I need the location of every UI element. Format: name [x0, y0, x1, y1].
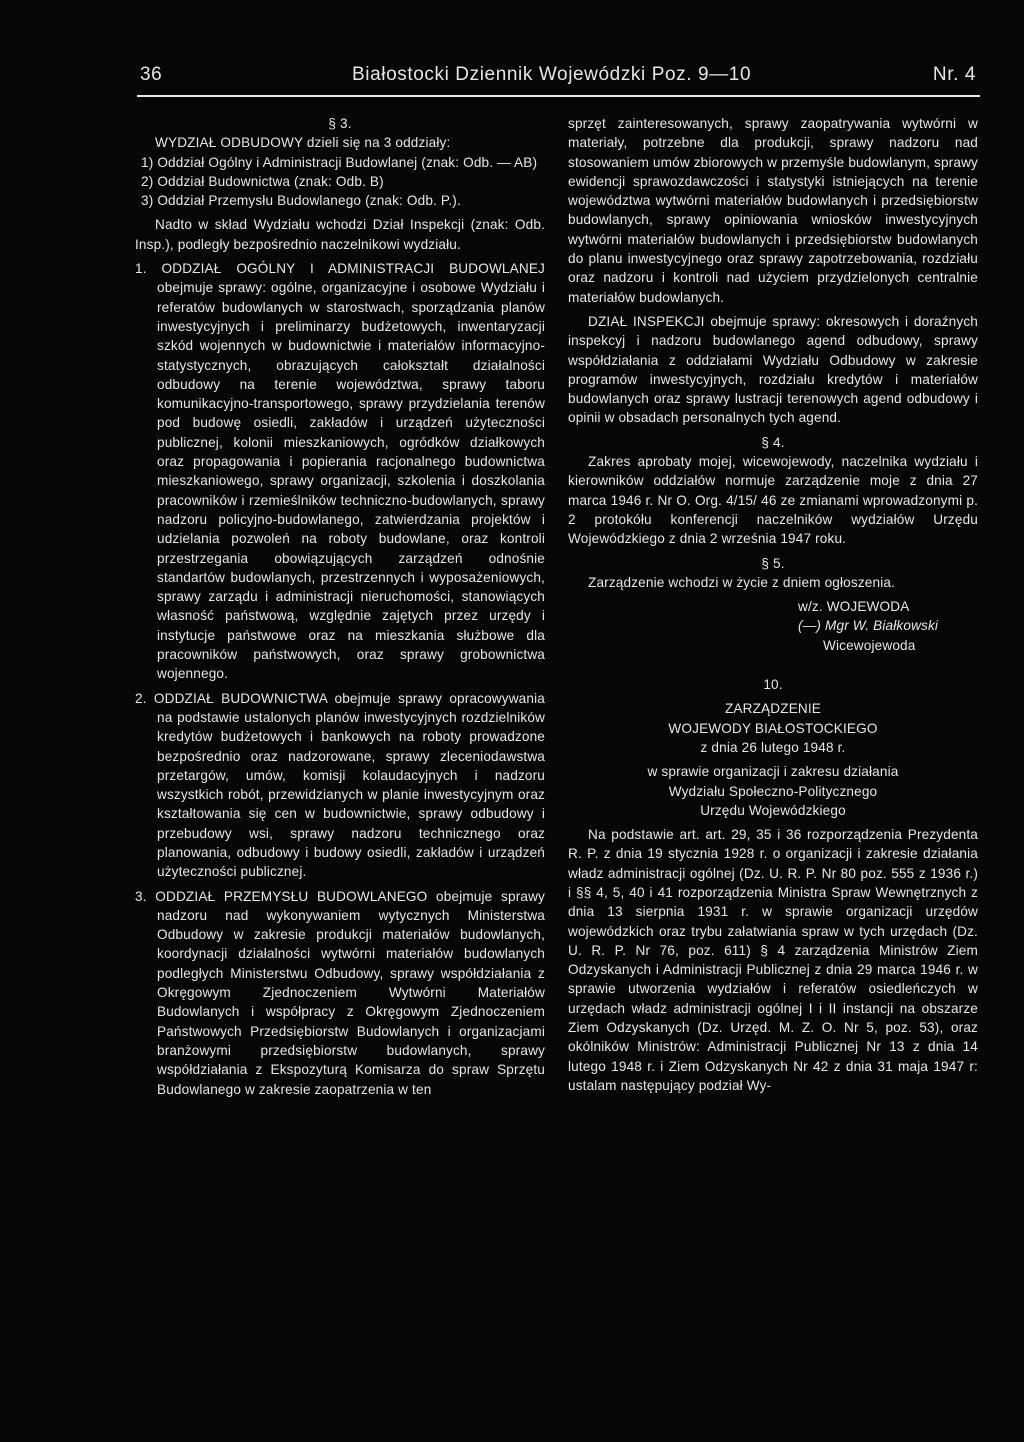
section-4-paragraph: Zakres aprobaty mojej, wicewojewody, naczelnika wydziału i kierowników oddziałów normuje zarządzenie moje z dnia 27 marca 1946 r. Nr O. Org. 4/15/ 46 ze zmianami wprowadzonymi p. 2 protokółu konferencji naczelników wydziałów Urzędu Wojewódzkiego z dnia 2 września 1947 roku.: [568, 454, 978, 547]
signature-name: (—) Mgr W. Białkowski: [798, 618, 939, 634]
subdivision-1: 1) Oddział Ogólny i Administracji Budowlanej (znak: Odb. — AB): [141, 154, 538, 170]
left-column: [135, 114, 545, 1099]
page-number: 36: [140, 64, 163, 85]
subdivision-2: 2) Oddział Budownictwa (znak: Odb. B): [141, 173, 384, 189]
continuation-paragraph: sprzęt zainteresowanych, sprawy zaopatrywania wytwórni w materiały, potrzebne dla produkcji, sprawy nadzoru nad stosowaniem umów zbiorowych w przemyśle budowlanym, sprawy ewidencji sprawozdawczości i statystyki istniejących na terenie województwa wytwórni materiałów budowlanych i przedsiębiorstw budowlanych, sprawy opiniowania wniosków inwestycyjnych wytwórni materiałów budowlanych i przedsiębiorstw budowlanych do planu inwestycyjnego oraz sprawy zapotrzebowania, rozdziału oraz nadzoru i kontroli nad użyciem przydzielonych centralnie materiałów budowlanych.: [568, 116, 978, 305]
journal-title: Białostocki Dziennik Wojewódzki Poz. 9—10: [352, 64, 752, 85]
page-header: [140, 64, 978, 90]
item-2-oddzial-budownictwa: 2. ODDZIAŁ BUDOWNICTWA obejmuje sprawy opracowywania na podstawie ustalonych planów inwestycyjnych rozdzielników kredytów budżetowych i bankowych na roboty prowadzone bezpośrednio oraz nadzorowane, sprawy zleceniodawstwa przetargów, umów, komisji kolaudacyjnych i nadzoru wszystkich robót, przewidzianych w planie inwestycyjnym oraz kształtowania się cen w budownictwie, sprawy odbudowy i przebudowy wsi, sprawy nadzoru technicznego oraz planowania, odbudowy i budowy osiedli, zakładów i urządzeń użyteczności publicznej.: [135, 690, 545, 880]
wydzial-intro: WYDZIAŁ ODBUDOWY dzieli się na 3 oddziały:: [155, 135, 451, 151]
right-column: [568, 114, 978, 1095]
zarzadzenie-subject-line-2: Wydziału Społeczno-Politycznego: [668, 783, 878, 799]
signature-wz: w/z. WOJEWODA: [798, 599, 910, 615]
section-4-heading: § 4.: [761, 434, 785, 450]
section-5-heading: § 5.: [761, 555, 785, 571]
section-5-paragraph: Zarządzenie wchodzi w życie z dniem ogłoszenia.: [588, 574, 896, 590]
zarzadzenie-body: Na podstawie art. art. 29, 35 i 36 rozporządzenia Prezydenta R. P. z dnia 19 stycznia 1928 r. o organizacji i zakresie działania władz administracji ogólnej (Dz. U. R. P. Nr 80 poz. 555 z 1936 r.) i §§ 4, 5, 40 i 41 rozporządzenia Ministra Spraw Wewnętrznych z dnia 13 sierpnia 1931 r. w sprawie organizacji urzędów wojewódzkich oraz trybu załatwiania spraw w tych urzędach (Dz. U. R. P. Nr 76, poz. 611) § 4 zarządzenia Ministrów Ziem Odzyskanych i Administracji Publicznej z dnia 29 marca 1946 r. w sprawie utworzenia wydziałów i referatów osiedleńczych w urzędach władz administracji ogólnej I i II instancji na obszarze Ziem Odzyskanych (Dz. Urzęd. M. Z. O. Nr 5, poz. 53), oraz okólników Ministrów: Administracji Publicznej Nr 13 z dnia 14 lutego 1948 r. i Ziem Odzyskanych Nr 42 z dnia 31 maja 1947 r: ustalam następujący podział Wy-: [568, 827, 978, 1093]
signature-role: Wicewojewoda: [823, 637, 916, 653]
header-rule: [137, 95, 980, 97]
section-3-heading: § 3.: [328, 116, 352, 131]
zarzadzenie-subject-line-1: w sprawie organizacji i zakresu działania: [647, 764, 899, 780]
item-3-oddzial-przemyslu: 3. ODDZIAŁ PRZEMYSŁU BUDOWLANEGO obejmuje sprawy nadzoru nad wykonywaniem wytycznych Ministerstwa Odbudowy w zakresie produkcji materiałów budowlanych, koordynacji działalności wytwórni materiałów budowlanych podległych Ministerstwu Odbudowy, sprawy współdziałania z Okręgowym Zjednoczeniem Wytwórni Materiałów Budowlanych i współpracy z Okręgowym Zjednoczeniem Państwowych Przedsiębiorstw Budowlanych i organizacjami branżowymi przedsiębiorstw budowlanych, sprawy współdziałania z Ekspozyturą Komisarza do spraw Sprzętu Budowlanego w zakresie zaopatrzenia w ten: [135, 888, 545, 1097]
issue-number: Nr. 4: [932, 64, 976, 85]
item-1-oddzial-ogolny: 1. ODDZIAŁ OGÓLNY I ADMINISTRACJI BUDOWLANEJ obejmuje sprawy: ogólne, organizacyjne i osobowe Wydziału i referatów budowlanych w starostwach, sporządzania planów inwestycyjnych i preliminarzy budżetowych, inwentaryzacji szkód wojennych w budownictwie i materiałów informacyjno-statystycznych, obrazujących całokształt działalności odbudowy na terenie województwa, sprawy taboru komunikacyjno-transportowego, sprawy przydzielania terenów pod budowę osiedli, zakładów i urządzeń użyteczności publicznej, kolonii mieszkaniowych, ogródków działkowych oraz propagowania i popierania racjonalnego budownictwa mieszkaniowego, sprawy organizacji, szkolenia i doszkolania pracowników i rzemieślników techniczno-budowlanych, sprawy nadzoru policyjno-budowlanego, zatwierdzania projektów i udzielania pozwoleń na roboty budowlane, oraz kontroli przestrzegania obowiązujących zarządzeń odnośnie standartów budowlanych, przestrzennych i wyposażeniowych, sprawy zarządu i administracji nieruchomości, stanowiących własność państwową, względnie zajętych przez urzędy i instytucje państwowe oraz na mieszkania służbowe dla pracowników państwowych, oraz sprawy grobownictwa wojennego.: [135, 261, 545, 682]
zarzadzenie-title: ZARZĄDZENIE: [724, 701, 822, 717]
zarzadzenie-issuer: WOJEWODY BIAŁOSTOCKIEGO: [668, 720, 878, 736]
subdivision-3: 3) Oddział Przemysłu Budowlanego (znak: Odb. P.).: [141, 193, 461, 209]
dzial-inspekcji-paragraph: DZIAŁ INSPEKCJI obejmuje sprawy: okresowych i doraźnych inspekcyj i nadzoru budowlanego agend odbudowy, sprawy współdziałania z oddziałami Wydziału Odbudowy w zakresie programów inwestycyjnych, rozdziału kredytów i materiałów budowlanych oraz sprawy lustracji terenowych agend odbudowy i opinii w obsadach personalnych tych agend.: [568, 313, 978, 426]
item-number-10: 10.: [763, 677, 783, 693]
zarzadzenie-date: z dnia 26 lutego 1948 r.: [700, 739, 846, 755]
zarzadzenie-subject-line-3: Urzędu Wojewódzkiego: [700, 802, 846, 818]
inspekcja-paragraph: Nadto w skład Wydziału wchodzi Dział Inspekcji (znak: Odb. Insp.), podległy bezpośrednio naczelnikowi wydziału.: [135, 217, 545, 252]
